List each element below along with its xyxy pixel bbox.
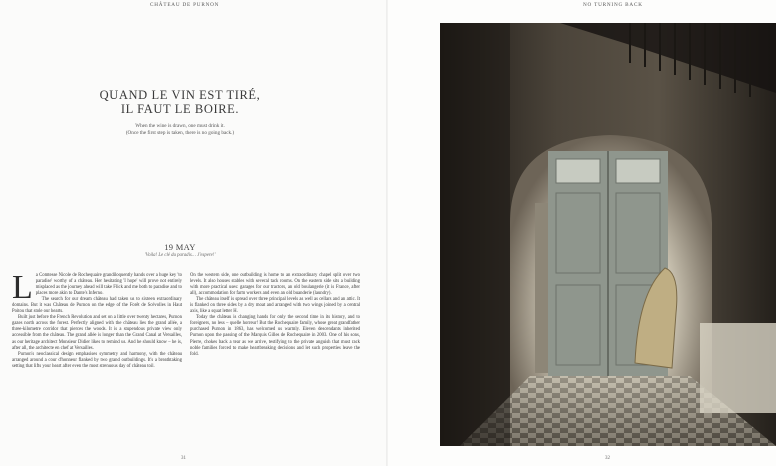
headline-line-1: QUAND LE VIN EST TIRÉ,: [99, 88, 261, 102]
page-number-left: 31: [181, 456, 186, 461]
paragraph: On the western side, one outbuilding is home to an extraordinary chapel split over two levels. It also houses stables with several tack rooms. On the eastern side sits a building with more practical uses: garages for our tractors, an old boulangerie (it is France, after all), accommodation for farm workers and even an old buanderie (laundry).: [190, 273, 360, 297]
side-cabinet: [700, 323, 776, 413]
headline-line-2: IL FAUT LE BOIRE.: [120, 102, 240, 116]
paragraph: The search for our dream château had taken us to sixteen extraordinary domains. But it was Château de Purnon on the edge of the Forêt de Scévolles in Haut Poitou that stole our hearts.: [12, 297, 182, 315]
paragraph: Today the château is changing hands for only the second time in its history, and to foreigners, no less – quelle horreur! But the Rochequaire family, whose great grandfather purchased Purnon in 1863, has welcomed us warmly. Eleven descendants inherited Purnon upon the passing of the Marquis Gilles de Rochequaire in 2003. One of his sons, Pierre, chokes back a tear as we arrive, testifying to the private anguish that must rack noble families forced to make heartbreaking decisions and let such properties leave the fold.: [190, 315, 360, 357]
body-column-1: [12, 269, 182, 370]
running-head-left: CHÂTEAU DE PURNON: [150, 2, 220, 8]
drop-cap: L: [12, 269, 33, 306]
paragraph: The château itself is spread over three principal levels as well as cellars and an attic. It is flanked on three sides by a dry moat and arranged with two wings joined by a central axis, like a squat letter H.: [190, 297, 360, 315]
paragraph: Built just before the French Revolution and set on a little over twenty hectares, Purnon gazes north across the forest. Perfectly aligned with the château lies the grand allée, a three-kilometre corridor that pierces the woods. It is a stupendous private view only accessible from the château. The grand allée is longer than the Grand Canal at Versailles, as our heritage architect Monsieur Didier likes to remind us. And he should know – he is, after all, the architecte en chef at Versailles.: [12, 315, 182, 351]
running-head-right: NO TURNING BACK: [583, 2, 643, 8]
photo-illustration: [440, 23, 776, 446]
chapter-headline: [60, 88, 300, 116]
page-number-right: 32: [605, 456, 610, 461]
paragraph-text: a Comtesse Nicole de Rochequaire grandiloquently hands over a huge key 'to paradise' worthy of a château. Her hesitating 'I hope' will prove not entirely misplaced as the journey ahead will take Flick and me both to paradise and to places more akin to Dante's Inferno.: [35, 273, 182, 297]
left-shadow: [440, 23, 510, 446]
entry-epigraph: 'Voila! Le clé du paradis… J'espere!': [144, 253, 216, 258]
translation-line-1: When the wine is drawn, one must drink it.: [135, 123, 225, 129]
door-transom-right: [616, 159, 660, 183]
headline-translation: [60, 123, 300, 137]
doorway-photograph: [440, 23, 776, 446]
translation-line-2: (Once the first step is taken, there is no going back.): [125, 130, 235, 136]
entry-date: 19 MAY: [164, 242, 196, 252]
body-column-2: [190, 273, 360, 358]
paragraph: Purnon's neoclassical design emphasises symmetry and harmony, with the château arranged around a cour d'honneur flanked by two grand outbuildings. It's a breathtaking setting that lifts your heart after even the most strenuous day of château toil.: [12, 351, 182, 369]
door-transom-left: [556, 159, 600, 183]
